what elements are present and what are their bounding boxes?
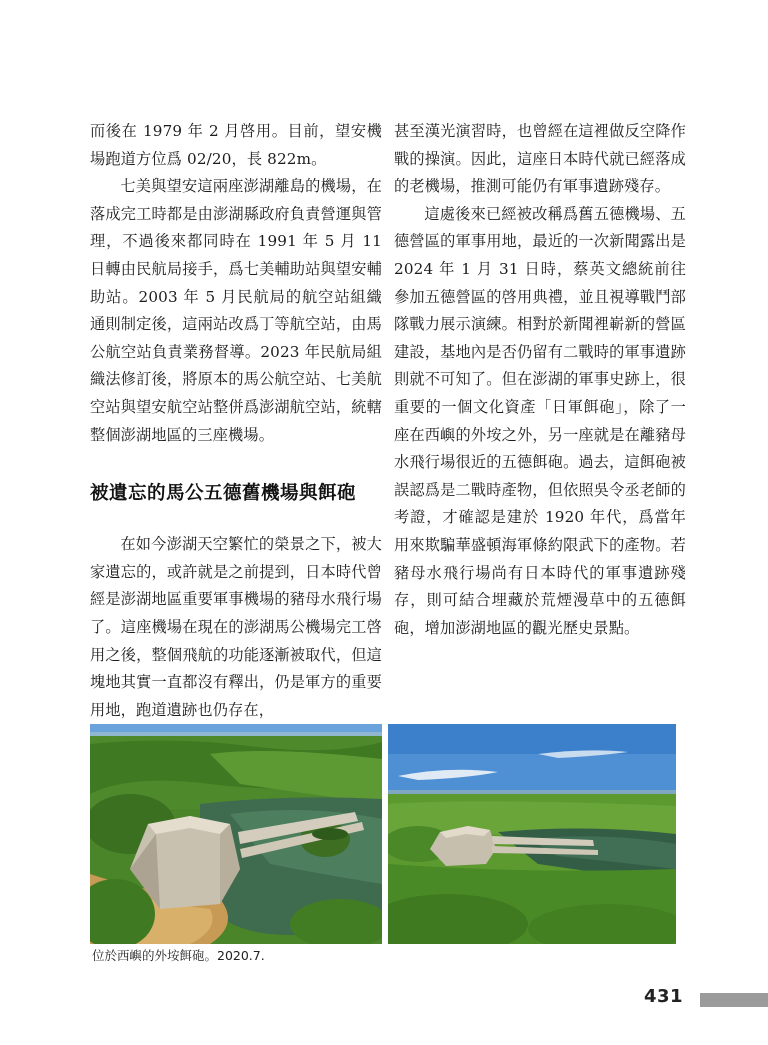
paragraph: 七美與望安這兩座澎湖離島的機場，在落成完工時都是由澎湖縣政府負責營運與管理，不過後來都同時在 1991 年 5 月 11 日轉由民航局接手，爲七美輔助站與望安輔助站。2003 年 5 月民航局的航空站組織通則制定後，這兩站改爲丁等航空站，由馬公航空站負責業務督導。2023 年民航局組織法修訂後，將原本的馬公航空站、七美航空站與望安航空站整併爲澎湖航空站，統轄整個澎湖地區的三座機場。 [90, 177, 382, 444]
photo-caption: 位於西嶼的外垵餌砲。2020.7. [92, 948, 265, 963]
page-number-bar [700, 993, 768, 1007]
decoy-gun-wide-image [388, 724, 676, 944]
photo-decoy-gun-wide [388, 724, 676, 944]
paragraph: 在如今澎湖天空繁忙的榮景之下，被大家遺忘的，或許就是之前提到，日本時代曾經是澎湖地區重要軍事機場的豬母水飛行場了。這座機場在現在的澎湖馬公機場完工啓用之後，整個飛航的功能逐漸被取代，但這塊地其實一直都沒有釋出，仍是軍方的重要用地，跑道遺跡也仍存在， [90, 535, 382, 719]
photo-decoy-gun-close [90, 724, 382, 944]
decoy-gun-close-image [90, 724, 382, 944]
left-column [90, 118, 382, 724]
paragraph: 這處後來已經被改稱爲舊五德機場、五德營區的軍事用地，最近的一次新聞露出是 2024 年 1 月 31 日時，蔡英文總統前往參加五德營區的啓用典禮，並且視導戰鬥部隊戰力展示演練。相對於新聞裡嶄新的營區建設，基地內是否仍留有二戰時的軍事遺跡則就不可知了。但在澎湖的軍事史跡上，很重要的一個文化資產「日軍餌砲」，除了一座在西嶼的外垵之外，另一座就是在離豬母水飛行場很近的五德餌砲。過去，這餌砲被誤認爲是二戰時產物，但依照吳令丞老師的考證，才確認是建於 1920 年代，爲當年用來欺騙華盛頓海軍條約限武下的產物。若豬母水飛行場尚有日本時代的軍事遺跡殘存，則可結合埋藏於荒煙漫草中的五德餌砲，增加澎湖地區的觀光歷史景點。 [394, 204, 686, 637]
paragraph: 甚至漢光演習時，也曾經在這裡做反空降作戰的操演。因此，這座日本時代就已經落成的老機場，推測可能仍有軍事遺跡殘存。 [394, 122, 686, 196]
right-column [394, 118, 686, 642]
page-number: 431 [644, 986, 684, 1007]
section-heading: 被遺忘的馬公五德舊機場與餌砲 [90, 483, 357, 505]
paragraph: 而後在 1979 年 2 月啓用。目前，望安機場跑道方位爲 02/20，長 822m。 [90, 122, 382, 168]
